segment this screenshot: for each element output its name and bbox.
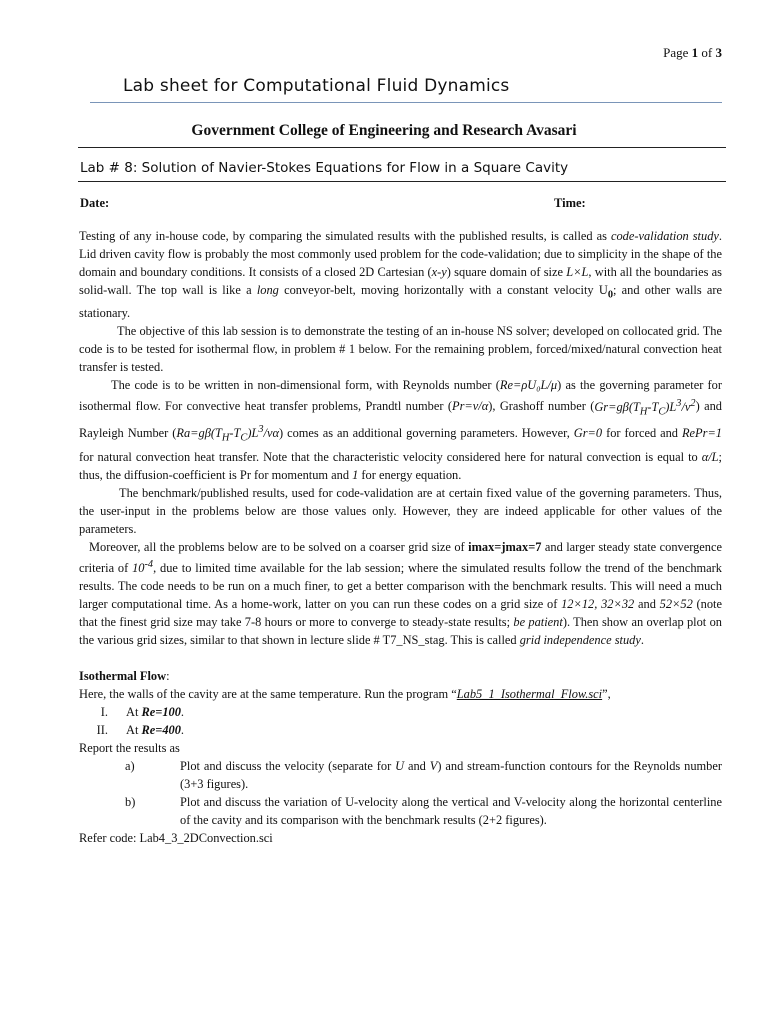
subscript: C [658, 406, 666, 418]
text: At [126, 722, 142, 737]
formula: /να [263, 426, 279, 441]
list-number: I. [100, 704, 108, 719]
text: . [180, 722, 185, 737]
text: . [180, 704, 185, 719]
text: and larger steady state convergence criteria of [79, 539, 722, 575]
list-item [79, 721, 722, 739]
text: and [404, 758, 430, 773]
report-label: Report the results as [79, 740, 180, 755]
header-rule [90, 102, 722, 103]
text-italic: x-y [431, 265, 447, 279]
text: for energy equation. [358, 467, 462, 482]
formula: 12×12, 32×32 [561, 596, 635, 611]
text-italic: grid independence study [519, 632, 641, 647]
page-total: 3 [715, 45, 722, 60]
text: ) and Rayleigh Number ( [79, 399, 722, 441]
text: ) square domain of size [446, 265, 567, 279]
text-italic: V [429, 758, 438, 773]
list-item [79, 757, 722, 793]
text: , with all the boundaries as solid-wall. The top wall is like a [79, 265, 722, 297]
text: and [634, 596, 660, 611]
list-item [79, 793, 722, 829]
text: Plot and discuss the variation of U-velocity along the vertical and V-velocity along the horizontal centerline of the cavity and its comparison with the benchmark results (2+2 figures). [180, 794, 722, 827]
page-of: of [698, 45, 716, 60]
formula: 1 [352, 467, 359, 482]
paragraph-objective: The objective of this lab session is to demonstrate the testing of an in-house NS solver; developed on collocated grid. The code is to be tested for isothermal flow, in problem # 1 below. For the remaining problem, forced/mixed/natural convection heat transfer is tested. [79, 324, 722, 375]
subscript: H [221, 432, 230, 444]
superscript: 3 [676, 397, 682, 409]
text: . [640, 632, 644, 647]
heading-colon: : [166, 668, 170, 683]
lab-title: Lab # 8: Solution of Navier-Stokes Equations for Flow in a Square Cavity [80, 160, 569, 176]
paragraph-intro [79, 227, 722, 322]
formula: )L [665, 399, 677, 414]
text: ) and stream-function contours for the Reynolds number (3+3 figures). [180, 758, 722, 791]
text: ) comes as an additional governing parameters. However, [278, 426, 574, 441]
page-current: 1 [691, 45, 699, 60]
program-link[interactable]: Lab5_1_Isothermal_Flow.sci [456, 686, 603, 701]
text-italic: U [395, 758, 405, 773]
text: ; thus, the diffusion-coefficient is Pr for momentum and [79, 449, 722, 482]
formula-bold: Re=400 [141, 722, 181, 737]
text-italic: be patient [513, 614, 563, 629]
text: Plot and discuss the velocity (separate for [180, 758, 396, 773]
formula: 52×52 [659, 596, 693, 611]
text: for natural convection heat transfer. Note that the characteristic velocity considered here for natural convection is equal to [79, 449, 702, 464]
formula: -T [647, 399, 659, 414]
text: , due to limited time available for the lab session; where the simulated results follow the trend of the benchmark results. The code needs to be run on a much finer, to get a better comparison with the benchmark results. This will need a much larger computational time. As a home-work, latter on you can run these codes on a grid size of [79, 560, 722, 611]
subscript: 0 [607, 289, 613, 301]
formula-grashof [594, 397, 696, 418]
formula: Pr=ν/α [452, 399, 489, 414]
refer-code: Refer code: Lab4_3_2DConvection.sci [79, 830, 273, 845]
case-list [79, 703, 722, 739]
list-letter: b) [125, 794, 136, 809]
text: ), Grashoff number ( [488, 399, 595, 414]
list-item [79, 703, 722, 721]
header-title: Lab sheet for Computational Fluid Dynamics [123, 76, 510, 96]
page-number [663, 45, 722, 61]
college-name: Government College of Engineering and Research Avasari [191, 122, 577, 139]
formula: /ν [681, 399, 691, 414]
formula: 10 [132, 560, 145, 575]
isothermal-intro [79, 685, 722, 703]
text: . Lid driven cavity flow is probably the most commonly used problem for the code-validation; due to simplicity in the shape of the domain and boundary conditions. It consists of a closed 2D Cartesian ( [79, 229, 722, 279]
formula: Gr=gβ(T [594, 399, 640, 414]
paragraph-nondimensional [79, 376, 722, 483]
text-bold: imax=jmax=7 [468, 539, 542, 554]
text-italic: long [256, 283, 279, 297]
formula: Gr=0 [573, 426, 603, 441]
text: Moreover, all the problems below are to be solved on a coarser grid size of [89, 539, 469, 554]
formula-rayleigh [176, 424, 279, 444]
list-number: II. [96, 722, 108, 737]
formula: α/L [701, 449, 719, 464]
text: (note that the finest grid size may take 7-8 hours or more to converge to steady-state results; [79, 596, 722, 629]
text: ; and other walls are stationary. [79, 283, 723, 321]
text: for forced and [602, 426, 682, 441]
text-italic: code-validation study [610, 229, 719, 243]
formula: Ra=gβ(T [176, 426, 222, 441]
text: ) as the governing parameter for isothermal flow. For convective heat transfer problems, Prandtl number ( [79, 378, 722, 414]
text: The code is to be written in non-dimensional form, with Reynolds number ( [111, 378, 500, 393]
subscript: C [240, 432, 248, 444]
text: ). Then show an overlap plot on the various grid sizes, similar to that shown in lecture slide # T7_NS_stag. This is called [79, 614, 722, 647]
title-rule-top [78, 147, 726, 148]
text: Here, the walls of the cavity are at the same temperature. Run the program “ [79, 686, 457, 701]
text: conveyor-belt, moving horizontally with a constant velocity U [278, 283, 608, 297]
text: ”, [602, 686, 611, 701]
text: Testing of any in-house code, by comparing the simulated results with the published results, is called as [79, 229, 611, 243]
date-label: Date: [80, 196, 110, 210]
time-label: Time: [554, 196, 586, 210]
text-italic: L×L [566, 265, 589, 279]
list-letter: a) [125, 758, 135, 773]
paragraph-grid [79, 538, 722, 649]
text: At [126, 704, 142, 719]
superscript: -4 [144, 558, 154, 570]
superscript: 3 [258, 424, 264, 436]
formula: RePr=1 [681, 426, 722, 441]
page-label: Page [663, 45, 692, 60]
document-body [79, 227, 722, 847]
subscript: H [639, 406, 648, 418]
report-list [79, 757, 722, 829]
formula-bold: Re=100 [141, 704, 181, 719]
formula: Re=ρU₀L/μ [499, 378, 558, 393]
formula: )L [247, 426, 259, 441]
paragraph-benchmark: The benchmark/published results, used for code-validation are at certain fixed value of the governing parameters. Thus, the user-input in the problems below are those values only. However, they are indeed applicable for other values of the parameters. [79, 485, 722, 536]
superscript: 2 [690, 397, 696, 409]
formula: -T [229, 426, 241, 441]
section-heading-text: Isothermal Flow [79, 668, 167, 683]
title-rule-bottom [78, 181, 726, 182]
section-heading-isothermal [79, 667, 722, 685]
